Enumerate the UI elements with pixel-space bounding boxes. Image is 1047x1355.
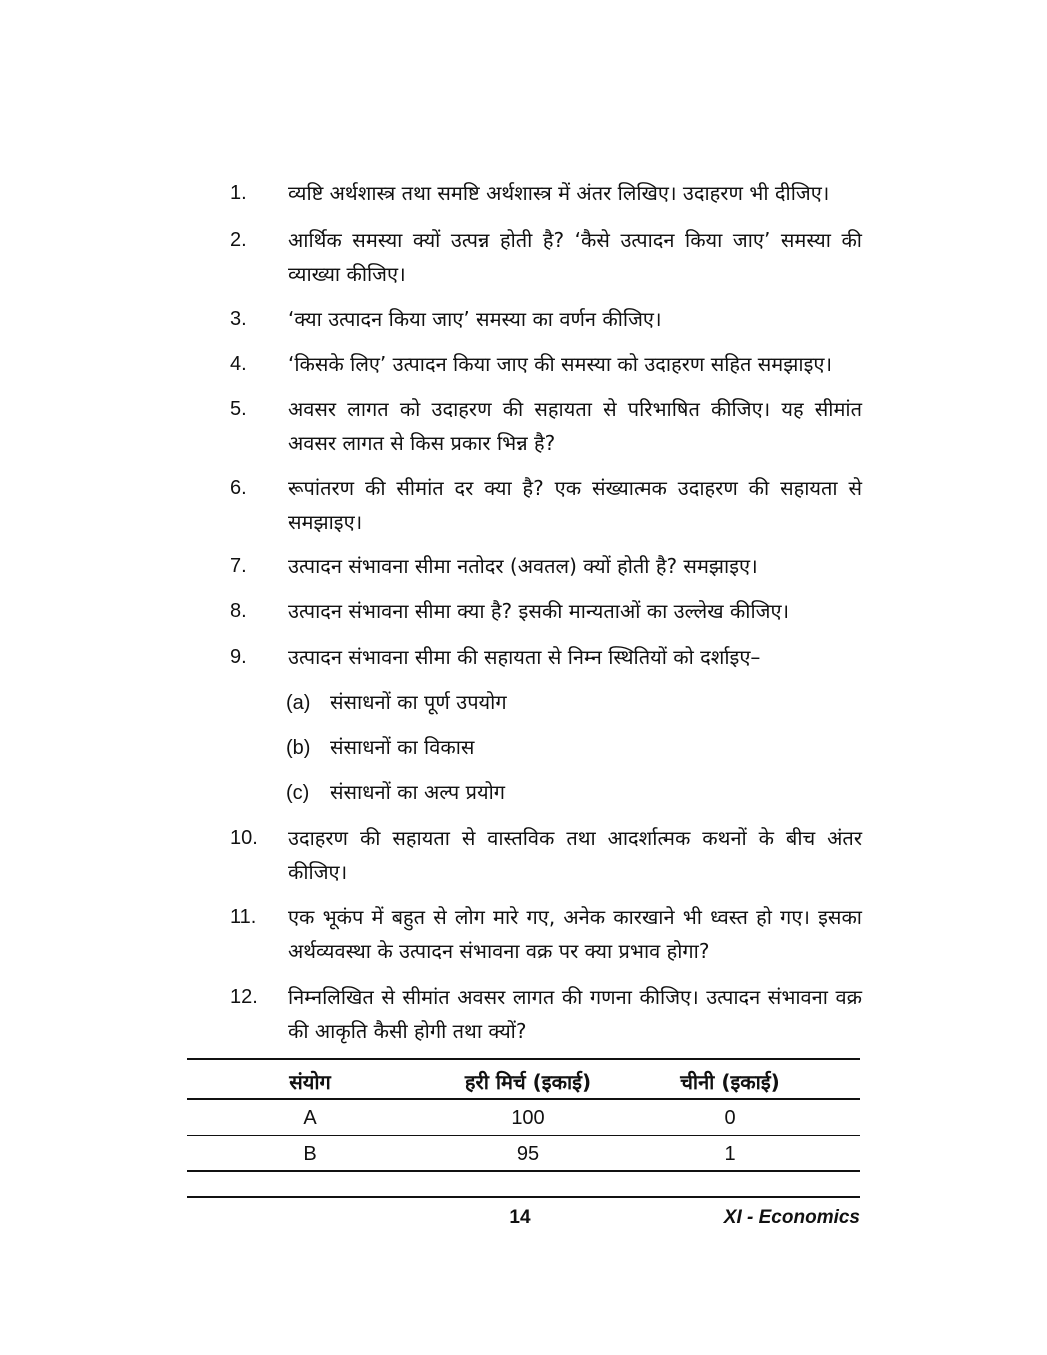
question-text: उदाहरण की सहायता से वास्तविक तथा आदर्शात्मक कथनों के बीच अंतर कीजिए। xyxy=(288,826,862,884)
question-text: रूपांतरण की सीमांत दर क्या है? एक संख्यात्मक उदाहरण की सहायता से समझाइए। xyxy=(288,476,862,534)
question-number: 7. xyxy=(230,555,247,577)
question-text: उत्पादन संभावना सीमा की सहायता से निम्न स्थितियों को दर्शाइए– xyxy=(288,645,761,669)
sub-item-text: संसाधनों का पूर्ण उपयोग xyxy=(330,690,507,714)
footer-title: XI - Economics xyxy=(723,1207,860,1228)
question-number: 9. xyxy=(230,646,247,668)
question-number: 5. xyxy=(230,398,247,420)
sub-item-label: (c) xyxy=(286,782,310,804)
question-number: 2. xyxy=(230,229,247,251)
table-cell: B xyxy=(303,1143,317,1165)
table-header-sugar: चीनी (इकाई) xyxy=(680,1070,780,1094)
question-number: 8. xyxy=(230,600,247,622)
table-header-green-chilli: हरी मिर्च (इकाई) xyxy=(464,1070,592,1094)
question-3 xyxy=(230,302,862,336)
question-10 xyxy=(230,821,862,889)
sub-item-a xyxy=(286,685,507,720)
question-11 xyxy=(230,900,862,968)
footer-rule xyxy=(187,1196,860,1198)
question-6 xyxy=(230,471,862,539)
question-text: एक भूकंप में बहुत से लोग मारे गए, अनेक कारखाने भी ध्वस्त हो गए। इसका अर्थव्यवस्था के उत्पादन संभावना वक्र पर क्या प्रभाव होगा? xyxy=(288,905,862,963)
question-2 xyxy=(230,223,862,291)
question-text: व्यष्टि अर्थशास्त्र तथा समष्टि अर्थशास्त्र में अंतर लिखिए। उदाहरण भी दीजिए। xyxy=(288,181,830,205)
question-text: ‘क्या उत्पादन किया जाए’ समस्या का वर्णन कीजिए। xyxy=(288,307,662,331)
question-text: अवसर लागत को उदाहरण की सहायता से परिभाषित कीजिए। यह सीमांत अवसर लागत से किस प्रकार भिन्न है? xyxy=(288,397,862,455)
question-text: आर्थिक समस्या क्यों उत्पन्न होती है? ‘कैसे उत्पादन किया जाए’ समस्या की व्याख्या कीजिए। xyxy=(288,228,862,286)
question-7 xyxy=(230,549,862,583)
table-cell: 1 xyxy=(724,1143,736,1165)
table-cell: 100 xyxy=(511,1107,545,1129)
question-text: निम्नलिखित से सीमांत अवसर लागत की गणना कीजिए। उत्पादन संभावना वक्र की आकृति कैसी होगी तथा क्यों? xyxy=(288,985,862,1043)
question-number: 4. xyxy=(230,353,247,375)
table-cell: 95 xyxy=(516,1143,540,1165)
table-header-combination: संयोग xyxy=(289,1070,331,1094)
sub-item-text: संसाधनों का विकास xyxy=(330,735,475,759)
sub-item-c xyxy=(286,775,505,810)
sub-item-label: (b) xyxy=(286,737,311,759)
sub-item-b xyxy=(286,730,474,765)
sub-item-text: संसाधनों का अल्प प्रयोग xyxy=(330,780,506,804)
question-4 xyxy=(230,347,862,381)
question-number: 6. xyxy=(230,477,247,499)
question-number: 12. xyxy=(230,986,258,1008)
sub-item-label: (a) xyxy=(286,692,311,714)
question-8 xyxy=(230,594,862,628)
question-number: 3. xyxy=(230,308,247,330)
table-bottom-rule xyxy=(187,1170,860,1172)
question-12 xyxy=(230,980,862,1048)
question-number: 10. xyxy=(230,827,258,849)
question-text: उत्पादन संभावना सीमा नतोदर (अवतल) क्यों होती है? समझाइए। xyxy=(288,554,758,578)
page-number: 14 xyxy=(509,1207,531,1228)
question-number: 11. xyxy=(230,906,257,928)
question-number: 1. xyxy=(230,182,247,204)
question-text: उत्पादन संभावना सीमा क्या है? इसकी मान्यताओं का उल्लेख कीजिए। xyxy=(288,599,790,623)
table-cell: 0 xyxy=(724,1107,736,1129)
table-header-rule xyxy=(187,1098,860,1100)
question-1 xyxy=(230,176,862,210)
table-cell: A xyxy=(303,1107,317,1129)
question-text: ‘किसके लिए’ उत्पादन किया जाए की समस्या को उदाहरण सहित समझाइए। xyxy=(288,352,833,376)
question-5 xyxy=(230,392,862,460)
table-top-rule xyxy=(187,1058,860,1060)
question-9 xyxy=(230,640,862,674)
table-row-rule xyxy=(187,1135,860,1136)
